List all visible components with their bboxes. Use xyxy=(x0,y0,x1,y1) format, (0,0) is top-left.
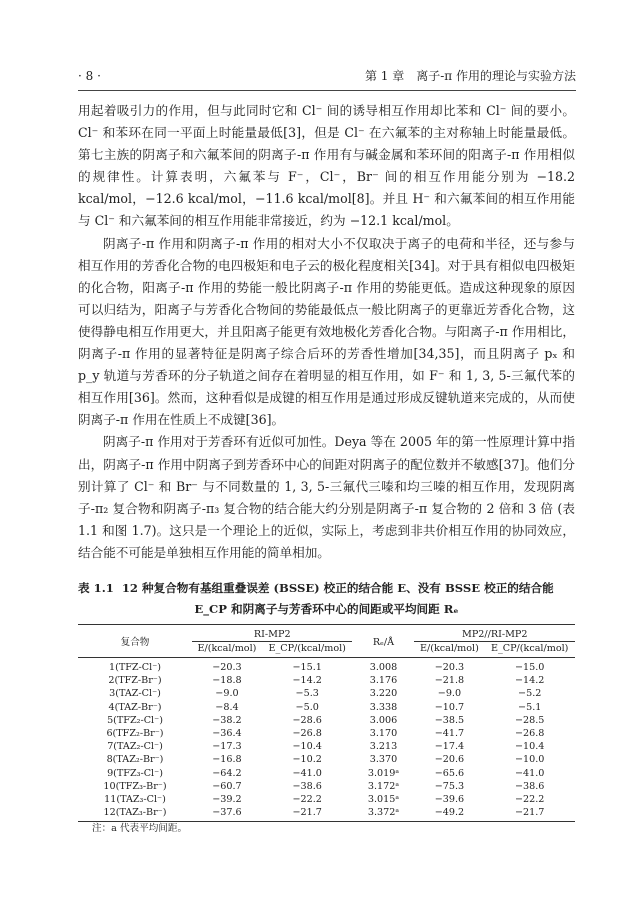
table-cell-ecp1: −10.2 xyxy=(292,754,322,766)
table-cell-c: 9(TFZ₃-Cl⁻) xyxy=(107,767,163,779)
table-cell-e2: −41.7 xyxy=(434,728,465,740)
chapter-title: 第 1 章 离子-π 作用的理论与实验方法 xyxy=(364,69,576,83)
table-cell-e2: −49.2 xyxy=(414,806,484,822)
table-cell-e2: −65.6 xyxy=(434,767,465,779)
table-cell-e1: −39.2 xyxy=(212,793,242,805)
table-row xyxy=(78,658,575,675)
table-caption xyxy=(78,578,575,620)
table-label: 表 1.1 xyxy=(78,581,114,595)
table-cell-e1: −18.8 xyxy=(212,675,242,687)
table-row xyxy=(78,793,575,806)
table-cell-re: 3.372ᵃ xyxy=(352,806,414,822)
table-cell-ecp1: −38.6 xyxy=(292,780,322,792)
col-re: Rₑ/Å xyxy=(352,625,414,658)
caption-line-2: E_CP 和阴离子与芳香环中心的间距或平均间距 Rₑ xyxy=(194,602,459,616)
table-cell-e1: −9.0 xyxy=(215,688,239,700)
table-cell-ecp1: −41.0 xyxy=(292,767,322,779)
table-cell-e1: −37.6 xyxy=(192,806,262,822)
table-cell-e1: −36.4 xyxy=(212,728,242,740)
table-cell-ecp1: −5.0 xyxy=(295,701,319,713)
running-header xyxy=(78,68,576,91)
results-table xyxy=(78,624,575,822)
table-cell-ecp2: −5.2 xyxy=(518,688,542,700)
table-cell-e1: −64.2 xyxy=(212,767,242,779)
table-cell-e2: −9.0 xyxy=(437,688,462,700)
table-cell-c: 1(TFZ-Cl⁻) xyxy=(108,662,162,674)
table-cell-e1: −8.4 xyxy=(215,701,239,713)
table-cell-ecp1: −26.8 xyxy=(292,728,322,740)
table-row xyxy=(78,740,575,753)
table-cell-c: 5(TFZ₂-Cl⁻) xyxy=(107,714,163,726)
table-cell-ecp2: −26.8 xyxy=(514,728,545,740)
table-cell-e2: −39.6 xyxy=(434,793,465,805)
table-cell-re: 3.019ᵃ xyxy=(367,767,400,779)
table-cell-c: 3(TAZ-Cl⁻) xyxy=(109,688,161,700)
table-cell-re: 3.176 xyxy=(369,675,398,687)
table-cell-c: 10(TFZ₃-Br⁻) xyxy=(103,780,167,792)
table-cell-re: 3.170 xyxy=(369,728,398,740)
table-row xyxy=(78,753,575,766)
table-note: 注：a 代表平均间距。 xyxy=(92,823,188,834)
col-complex: 复合物 xyxy=(78,625,192,658)
table-cell-ecp2: −14.2 xyxy=(514,675,545,687)
table-row xyxy=(78,780,575,793)
paragraph-1: 用起着吸引力的作用，但与此同时它和 Cl⁻ 间的诱导相互作用却比苯和 Cl⁻ 间的要小。Cl⁻ 和苯环在同一平面上时能量最低[3]，但是 Cl⁻ 在六氟苯的主对称轴上时能量最低。第七主族的阴离子和六氟苯间的阴离子-π 作用有与碱金属和苯环间的阳离子-π 作用相似的规律性。计算表明，六氟苯与 F⁻，Cl⁻，Br⁻ 间的相互作用能分别为 −18.2 kcal/mol，−12.6 kcal/mol，−11.6 kcal/mol[8]。并且 H⁻ 和六氟苯间的相互作用能与 Cl⁻ 和六氟苯间的相互作用能非常接近，约为 −12.1 kcal/mol。 xyxy=(78,103,575,229)
table-row xyxy=(78,674,575,687)
table-cell-re: 3.172ᵃ xyxy=(367,780,400,792)
table-cell-ecp2: −38.6 xyxy=(514,780,545,792)
table-cell-re: 3.370 xyxy=(369,754,398,766)
table-cell-c: 11(TAZ₃-Cl⁻) xyxy=(104,793,166,805)
table-cell-ecp2: −22.2 xyxy=(514,793,545,805)
table-cell-ecp1: −5.3 xyxy=(295,688,319,700)
table-cell-e1: −60.7 xyxy=(212,780,242,792)
col-ecp-1: E_CP/(kcal/mol) xyxy=(262,642,353,658)
table-row xyxy=(78,701,575,714)
table-cell-re: 3.006 xyxy=(369,714,398,726)
table-cell-e1: −17.3 xyxy=(212,741,242,753)
table-cell-ecp1: −15.1 xyxy=(292,662,322,674)
group-ri-mp2: RI-MP2 xyxy=(192,625,352,642)
col-ecp-2: E_CP/(kcal/mol) xyxy=(484,642,575,658)
table-cell-e1: −38.2 xyxy=(212,714,242,726)
table-row xyxy=(78,687,575,700)
table-cell-e2: −20.6 xyxy=(434,754,465,766)
table-cell-ecp1: −10.4 xyxy=(292,741,322,753)
table-row xyxy=(78,714,575,727)
table-cell-e2: −21.8 xyxy=(434,675,465,687)
table-cell-ecp2: −21.7 xyxy=(484,806,575,822)
table-cell-e2: −75.3 xyxy=(434,780,465,792)
table-cell-e1: −16.8 xyxy=(212,754,242,766)
paragraph-3: 阴离子-π 作用对于芳香环有近似可加性。Deya 等在 2005 年的第一性原理计算中指出，阴离子-π 作用中阴离子到芳香环中心的间距对阴离子的配位数并不敏感[37]。他们分别计算了 Cl⁻ 和 Br⁻ 与不同数量的 1, 3, 5-三氟代三嗪和均三嗪的相互作用，发现阴离子-π₂ 复合物和阴离子-π₃ 复合物的结合能大约分别是阴离子-π 复合物的 2 倍和 3 倍 (表 1.1 和图 1.7)。这只是一个理论上的近似，实际上，考虑到非共价相互作用的协同效应，结合能不可能是单独相互作用能的简单相加。 xyxy=(78,434,575,560)
table-cell-ecp2: −41.0 xyxy=(514,767,545,779)
body-text xyxy=(78,100,575,564)
caption-line-1: 12 种复合物有基组重叠误差 (BSSE) 校正的结合能 E、没有 BSSE 校正的结合能 xyxy=(121,581,554,595)
table-row xyxy=(78,767,575,780)
table-cell-e2: −38.5 xyxy=(434,714,465,726)
group-mp2: MP2//RI-MP2 xyxy=(414,625,575,642)
table-cell-c: 7(TAZ₂-Cl⁻) xyxy=(107,741,163,753)
table-cell-ecp1: −21.7 xyxy=(262,806,353,822)
table-cell-ecp2: −15.0 xyxy=(514,662,545,674)
table-cell-re: 3.213 xyxy=(369,741,398,753)
table-cell-c: 4(TAZ-Br⁻) xyxy=(108,701,162,713)
table-cell-ecp1: −14.2 xyxy=(292,675,322,687)
table-cell-ecp1: −22.2 xyxy=(292,793,322,805)
table-cell-e1: −20.3 xyxy=(212,662,242,674)
table-cell-ecp2: −28.5 xyxy=(514,714,545,726)
table-cell-re: 3.008 xyxy=(369,662,398,674)
table-cell-c: 12(TAZ₃-Br⁻) xyxy=(78,806,192,822)
table-cell-e2: −20.3 xyxy=(434,662,465,674)
table-cell-c: 6(TFZ₂-Br⁻) xyxy=(106,728,164,740)
table-cell-ecp2: −10.4 xyxy=(514,741,545,753)
table-cell-ecp2: −5.1 xyxy=(518,701,542,713)
table-cell-c: 8(TAZ₂-Br⁻) xyxy=(106,754,164,766)
table-row xyxy=(78,727,575,740)
table-cell-e2: −10.7 xyxy=(434,701,465,713)
table-cell-ecp2: −10.0 xyxy=(514,754,545,766)
table-cell-re: 3.338 xyxy=(369,701,398,713)
page-number: · 8 · xyxy=(78,69,101,83)
col-e-1: E/(kcal/mol) xyxy=(192,642,262,658)
table-cell-e2: −17.4 xyxy=(434,741,465,753)
table-cell-re: 3.220 xyxy=(369,688,398,700)
table-cell-ecp1: −28.6 xyxy=(292,714,322,726)
table-cell-c: 2(TFZ-Br⁻) xyxy=(108,675,162,687)
table-cell-re: 3.015ᵃ xyxy=(367,793,400,805)
paragraph-2: 阴离子-π 作用和阴离子-π 作用的相对大小不仅取决于离子的电荷和半径，还与参与相互作用的芳香化合物的电四极矩和电子云的极化程度相关[34]。对于具有相似电四极矩的化合物，阳离子-π 作用的势能一般比阴离子-π 作用的势能更低。造成这种现象的原因可以归结为，阳离子与芳香化合物间的势能最低点一般比阴离子的更靠近芳香化合物，这使得静电相互作用更大，并且阳离子能更有效地极化芳香化合物。与阳离子-π 作用相比，阴离子-π 作用的显著特征是阴离子综合后环的芳香性增加[34,35]，而且阴离子 pₓ 和 p_y 轨道与芳香环的分子轨道之间存在着明显的相互作用，如 F⁻ 和 1, 3, 5-三氟代苯的相互作用[36]。然而，这种看似是成键的相互作用是通过形成反键轨道来完成的，从而使阴离子-π 作用在性质上不成键[36]。 xyxy=(78,235,575,428)
col-e-2: E/(kcal/mol) xyxy=(414,642,484,658)
